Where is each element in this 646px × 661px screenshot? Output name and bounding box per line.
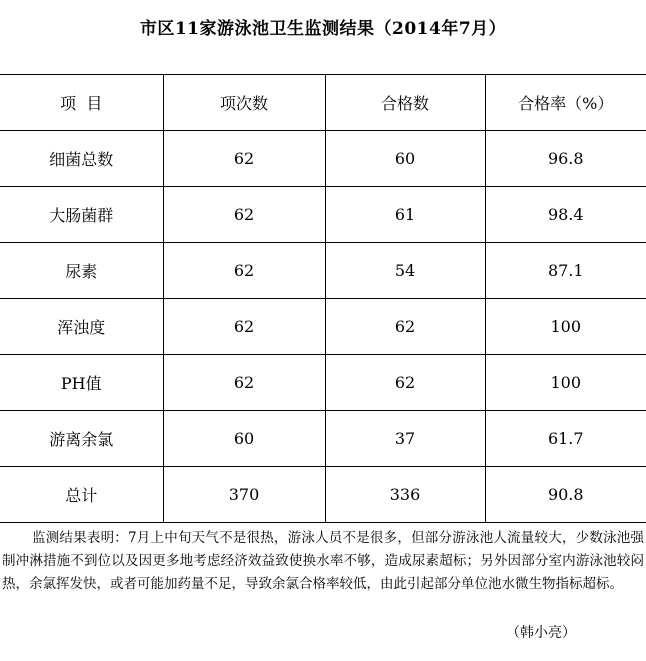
row-rate: 87.1 bbox=[485, 243, 646, 299]
row-item: 尿素 bbox=[0, 243, 163, 299]
header-qualified: 合格数 bbox=[325, 75, 485, 131]
page-title: 市区11家游泳池卫生监测结果（2014年7月） bbox=[139, 19, 507, 39]
header-rate: 合格率（%） bbox=[485, 75, 646, 131]
row-count: 62 bbox=[163, 243, 325, 299]
row-rate: 61.7 bbox=[485, 411, 646, 467]
row-count: 62 bbox=[163, 187, 325, 243]
header-count: 项次数 bbox=[163, 75, 325, 131]
table-row bbox=[0, 187, 646, 243]
row-qualified: 60 bbox=[325, 131, 485, 187]
author-credit: （韩小亮） bbox=[506, 625, 576, 641]
table-row bbox=[0, 243, 646, 299]
row-count: 62 bbox=[163, 355, 325, 411]
table-row-total bbox=[0, 467, 646, 523]
row-item: 浑浊度 bbox=[0, 299, 163, 355]
row-count: 62 bbox=[163, 131, 325, 187]
monitoring-note: 监测结果表明：7月上中旬天气不是很热，游泳人员不是很多，但部分游泳池人流量较大，少数泳池强制冲淋措施不到位以及因更多地考虑经济效益致使换水率不够，造成尿素超标；另外因部分室内游泳池较闷热，余氯挥发快，或者可能加药量不足，导致余氯合格率较低，由此引起部分单位池水微生物指标超标。 bbox=[2, 530, 644, 592]
row-rate: 98.4 bbox=[485, 187, 646, 243]
table-row bbox=[0, 411, 646, 467]
row-count: 60 bbox=[163, 411, 325, 467]
row-qualified: 37 bbox=[325, 411, 485, 467]
row-item: 细菌总数 bbox=[0, 131, 163, 187]
results-table bbox=[0, 74, 646, 523]
row-qualified: 62 bbox=[325, 299, 485, 355]
row-qualified: 336 bbox=[325, 467, 485, 523]
row-count: 370 bbox=[163, 467, 325, 523]
row-item: PH值 bbox=[0, 355, 163, 411]
row-rate: 100 bbox=[485, 299, 646, 355]
table-row bbox=[0, 131, 646, 187]
table-row bbox=[0, 355, 646, 411]
header-item: 项 目 bbox=[0, 75, 163, 131]
row-qualified: 61 bbox=[325, 187, 485, 243]
row-qualified: 62 bbox=[325, 355, 485, 411]
row-qualified: 54 bbox=[325, 243, 485, 299]
row-item: 大肠菌群 bbox=[0, 187, 163, 243]
row-rate: 100 bbox=[485, 355, 646, 411]
row-rate: 96.8 bbox=[485, 131, 646, 187]
row-rate: 90.8 bbox=[485, 467, 646, 523]
table-header-row bbox=[0, 75, 646, 131]
row-count: 62 bbox=[163, 299, 325, 355]
row-item: 总计 bbox=[0, 467, 163, 523]
table-row bbox=[0, 299, 646, 355]
row-item: 游离余氯 bbox=[0, 411, 163, 467]
